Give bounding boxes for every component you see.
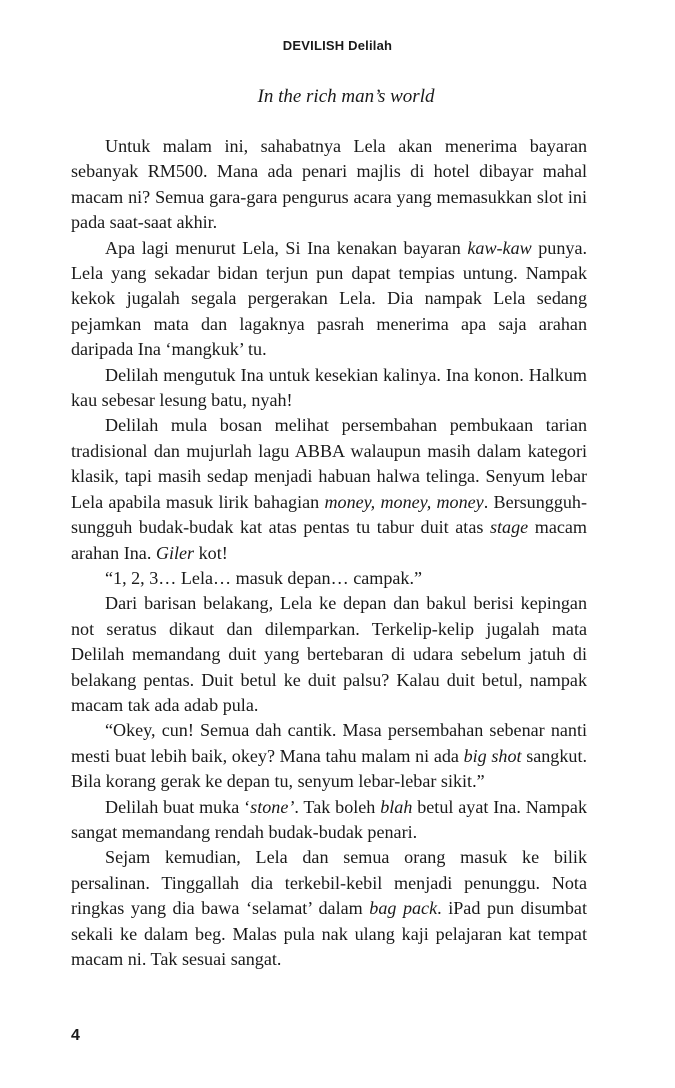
text-run: Sejam kemudian, Lela dan semua orang masuk ke bilik persalinan. Tinggallah dia terkebil-kebil menjadi penunggu. Nota ringkas yang dia bawa ‘selamat’ dalam bbox=[71, 847, 587, 919]
text-run: “1, 2, 3… Lela… masuk depan… campak.” bbox=[105, 567, 423, 588]
italic-text: money, money, money bbox=[324, 491, 484, 512]
italic-text: big shot bbox=[463, 745, 522, 766]
paragraph bbox=[71, 591, 587, 718]
text-run: Apa lagi menurut Lela, Si Ina kenakan bayaran bbox=[105, 237, 468, 258]
italic-text: bag pack bbox=[369, 898, 438, 919]
italic-text: Giler bbox=[155, 542, 195, 563]
text-run: betul ayat Ina. Nampak sangat memandang rendah budak-budak penari. bbox=[71, 796, 587, 842]
text-run: Delilah mula bosan melihat persembahan pembukaan tarian tradisional dan mujurlah lagu ABBA walaupun masih dalam kategori klasik, tapi masih sedap menjadi habuan halwa telinga. Senyum lebar Lela apabila masuk lirik bahagian bbox=[71, 415, 587, 512]
text-run: . iPad pun disumbat sekali ke dalam beg. Malas pula nak ulang kaji pelajaran kat tempat macam ni. Tak sesuai sangat. bbox=[71, 898, 587, 969]
paragraph bbox=[71, 845, 587, 972]
italic-text: kaw-kaw bbox=[467, 237, 532, 258]
text-run: kot! bbox=[194, 542, 228, 563]
text-run: Delilah mengutuk Ina untuk kesekian kalinya. Ina konon. Halkum kau sebesar lesung batu, nyah! bbox=[71, 364, 587, 411]
paragraph bbox=[71, 566, 587, 591]
text-run: macam arahan Ina. bbox=[71, 517, 588, 563]
paragraph bbox=[71, 795, 587, 846]
text-run: . Bersungguh-sungguh budak-budak kat atas pentas tu tabur duit atas bbox=[71, 491, 587, 538]
text-run: “Okey, cun! Semua dah cantik. Masa persembahan sebenar nanti mesti buat lebih baik, okey? Mana tahu malam ni ada bbox=[71, 720, 587, 766]
text-run: sangkut. Bila korang gerak ke depan tu, senyum lebar-lebar sikit.” bbox=[71, 745, 587, 792]
paragraph bbox=[71, 413, 587, 565]
text-run: . Tak boleh bbox=[294, 796, 381, 817]
text-run: Delilah buat muka ‘ bbox=[105, 796, 251, 817]
paragraph bbox=[71, 134, 587, 236]
chapter-title: In the rich man’s world bbox=[257, 86, 435, 107]
text-run: Untuk malam ini, sahabatnya Lela akan menerima bayaran sebanyak RM500. Mana ada penari majlis di hotel dibayar mahal macam ni? Semua gara-gara pengurus acara yang memasukkan slot ini pada saat-saat akhir. bbox=[71, 136, 587, 233]
paragraph bbox=[71, 718, 587, 794]
paragraph bbox=[71, 236, 587, 363]
text-run: Dari barisan belakang, Lela ke depan dan bakul berisi kepingan not seratus dikaut dan dilemparkan. Terkelip-kelip jugalah mata Delilah memandang duit yang bertebaran di udara sebelum jatuh di belakang pentas. Duit betul ke duit palsu? Kalau duit betul, nampak macam tak ada adab pula. bbox=[71, 593, 587, 715]
page-number: 4 bbox=[71, 1027, 80, 1044]
paragraph bbox=[71, 363, 587, 414]
running-head: DEVILISH Delilah bbox=[282, 38, 393, 53]
italic-text: stone’ bbox=[250, 796, 295, 817]
italic-text: blah bbox=[380, 796, 413, 817]
body-text bbox=[71, 134, 587, 972]
text-run: punya. Lela yang sekadar bidan terjun pun dapat tempias untung. Nampak kekok jugalah segala pergerakan Lela. Dia nampak Lela sedang pejamkan mata dan lagaknya pasrah menerima apa saja arahan daripada Ina ‘mangkuk’ tu. bbox=[71, 237, 587, 360]
italic-text: stage bbox=[489, 517, 529, 538]
